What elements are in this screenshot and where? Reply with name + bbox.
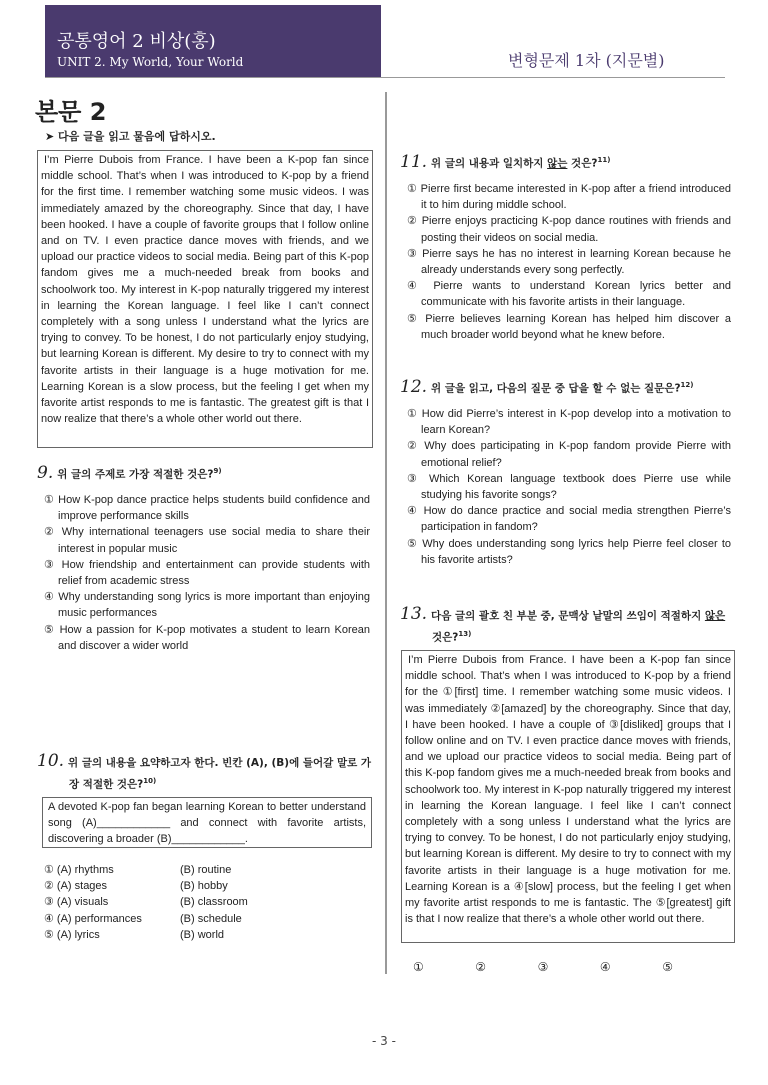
option-3[interactable]: ③ Pierre says he has no interest in learning Korean because he already understands every song perfectly.: [407, 247, 731, 277]
option-1[interactable]: ① How K-pop dance practice helps students build confidence and improve performance skills: [44, 494, 370, 523]
footnote-mark: 13): [458, 630, 472, 638]
question-number: 12.: [400, 376, 428, 397]
passage-text: I’m Pierre Dubois from France. I have been a K-pop fan since middle school. That’s when I was introduced to K-pop by a friend for the ①[first] time. I remember watching some music videos. I was immediately ②[amazed] by the choreography. Since that day, I have been hooked. I have a couple of ③[disliked] groups that I follow online and on TV. I even practice dance moves with friends, and we upload our practice videos to social media. Being part of this K-pop fandom gives me a much-needed break from books and schoolwork too. My interest in K-pop naturally triggered my interest in learning the Korean language. I feel like I can’t connect completely with a song unless I understand what the lyrics are trying to convey. To be honest, I do not particularly enjoy studying, but learning Korean is different. My desire to try to connect with my favorite artists in their language is a huge motivation for me. Learning Korean is a ④[slow] process, but the feeling I get when my favorite artist responds to me is fantastic. The ⑤[greatest] gift is that I now realize that there’s a whole other world out there.: [405, 654, 731, 926]
page-title: 본문 2: [35, 98, 107, 126]
option-3[interactable]: ③ (A) visuals (B) classroom: [44, 896, 248, 909]
header-divider: [45, 77, 725, 78]
option-2[interactable]: ② Pierre enjoys practicing K-pop dance routines with friends and posting their videos on social media.: [407, 215, 731, 244]
option-4[interactable]: ④ How do dance practice and social media strengthen Pierre’s participation in fandom?: [407, 505, 731, 534]
question-text: 위 글을 읽고, 다음의 질문 중 답을 할 수 없는 질문은?: [431, 382, 681, 395]
answer-choice-1[interactable]: ①: [413, 960, 424, 974]
unit-title: UNIT 2. My World, Your World: [57, 55, 244, 69]
option-5[interactable]: ⑤ (A) lyrics (B) world: [44, 928, 225, 941]
question-text: 위 글의 주제로 가장 적절한 것은?: [57, 468, 214, 481]
subject-title: 공통영어 2 비상(홍): [57, 31, 216, 52]
footnote-mark: 11): [597, 156, 611, 164]
option-2[interactable]: ② Why does participating in K-pop fandom provide Pierre with emotional relief?: [407, 440, 731, 469]
option-2[interactable]: ② Why international teenagers use social media to share their interest in popular music: [44, 526, 370, 555]
underlined-word: 않은: [704, 610, 726, 622]
option-3[interactable]: ③ How friendship and entertainment can provide students with relief from academic stress: [44, 558, 370, 588]
question-12-options: [407, 406, 731, 568]
footnote-mark: 10): [143, 777, 157, 785]
exam-type-title: 변형문제 1차 (지문별): [508, 51, 665, 70]
option-4[interactable]: ④ (A) performances (B) schedule: [44, 912, 242, 925]
option-3[interactable]: ③ Which Korean language textbook does Pierre use while studying his favorite songs?: [407, 472, 731, 502]
question-13-heading: 13. 다음 글의 괄호 친 부분 중, 문맥상 낱말의 쓰임이 적절하지 않은 것은?$^{13)}$: [400, 604, 726, 644]
instruction: ➤ 다음 글을 읽고 물음에 답하시오.: [45, 130, 216, 143]
column-divider: [385, 92, 387, 974]
option-5[interactable]: ⑤ Why does understanding song lyrics help Pierre feel closer to his favorite artists?: [407, 537, 731, 566]
option-1[interactable]: ① How did Pierre’s interest in K-pop develop into a motivation to learn Korean?: [407, 408, 731, 437]
option-4[interactable]: ④ Pierre wants to understand Korean lyrics better and communicate with his favorite artists in their language.: [407, 280, 731, 309]
question-number: 13.: [400, 604, 428, 624]
footnote-mark: 12): [680, 381, 694, 389]
passage-text: I’m Pierre Dubois from France. I have been a K-pop fan since middle school. That’s when I was introduced to K-pop by a friend for the first time. I remember watching some music videos. I was immediately amazed by the choreography. Since that day, I have been hooked. I have a couple of favorite groups that I follow online and on TV. I even practice dance moves with friends, and we upload our practice videos to social media. Being part of this K-pop fandom gives me a much-needed break from books and schoolwork too. My interest in K-pop naturally triggered my interest in learning the Korean language. I feel like I can’t connect completely with a song unless I understand what the lyrics are trying to convey. To be honest, I do not particularly enjoy studying, but learning Korean is different. My desire to try to connect with my favorite artists in their language is a huge motivation for me. Learning Korean is a slow process, but the feeling I get when my favorite artist responds to me is fantastic. The greatest gift is that I now realize that there’s a whole other world out there.: [41, 154, 369, 426]
question-10-heading: [37, 752, 373, 794]
answer-choice-3[interactable]: ③: [537, 960, 549, 974]
question-13-passage-box: [401, 650, 735, 943]
option-5[interactable]: ⑤ How a passion for K-pop motivates a student to learn Korean and discover a wider world: [44, 623, 370, 652]
page-number: - 3 -: [372, 1034, 396, 1048]
question-10-options: [44, 862, 344, 943]
question-number: 10.: [37, 751, 65, 771]
question-number: 11.: [400, 151, 428, 172]
summary-box: [42, 797, 372, 848]
option-4[interactable]: ④ Why understanding song lyrics is more important than enjoying music performances: [44, 591, 370, 620]
footnote-mark: 9): [213, 467, 222, 475]
question-9-options: [44, 492, 370, 654]
question-number: 9.: [37, 462, 54, 483]
question-text: 위 글의 내용을 요약하고자 한다. 빈칸 (A), (B)에 들어갈 말로 가장 적절한 것은?: [68, 757, 372, 791]
summary-text: A devoted K-pop fan began learning Korean to better understand song (A)____________ and connect with favorite artists, discovering a broader (B)____________.: [48, 801, 366, 846]
option-5[interactable]: ⑤ Pierre believes learning Korean has helped him discover a much broader world beyond what he knew before.: [407, 312, 731, 341]
question-11-heading: 11. 위 글의 내용과 일치하지 않는 것은?$^{11)}$: [400, 151, 611, 172]
question-12-heading: [400, 376, 735, 398]
answer-choice-4[interactable]: ④: [599, 960, 611, 974]
question-9-heading: [37, 462, 373, 484]
answer-choices: [413, 960, 673, 974]
option-1[interactable]: ① (A) rhythms (B) routine: [44, 864, 232, 876]
answer-choice-2[interactable]: ②: [475, 960, 487, 974]
header-banner: [45, 5, 381, 77]
option-2[interactable]: ② (A) stages (B) hobby: [44, 880, 228, 893]
option-1[interactable]: ① Pierre first became interested in K-pop after a friend introduced it to him during middle school.: [407, 183, 731, 212]
question-11-options: [407, 181, 731, 343]
answer-choice-5[interactable]: ⑤: [662, 960, 673, 974]
underlined-word: 않는: [547, 157, 568, 170]
passage-box: [37, 150, 373, 448]
